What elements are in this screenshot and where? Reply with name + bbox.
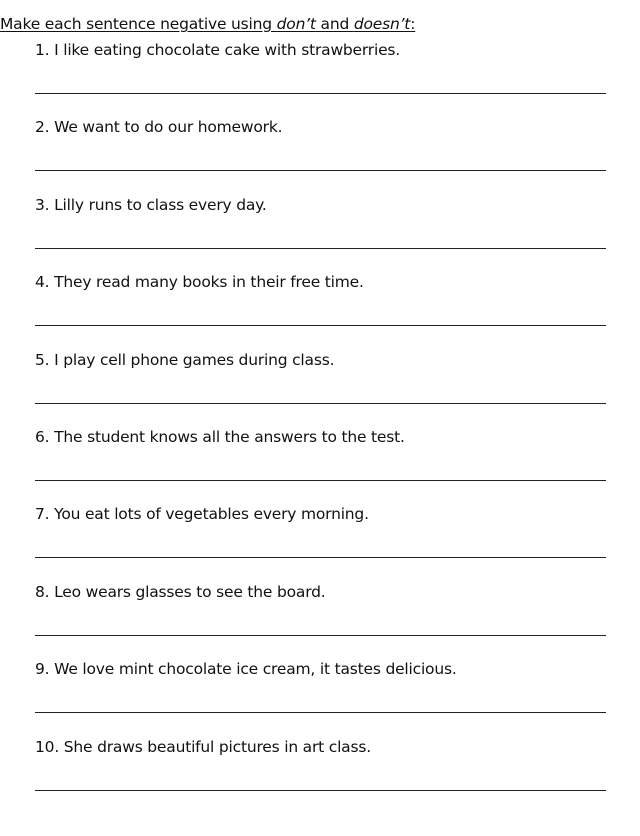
exercise-item <box>35 272 607 349</box>
exercise-item <box>35 427 607 504</box>
exercise-sentence: 6. The student knows all the answers to the test. <box>35 427 405 446</box>
exercise-item <box>35 40 607 117</box>
instructions-conjunction: and <box>315 15 354 33</box>
exercise-sentence: 9. We love mint chocolate ice cream, it tastes delicious. <box>35 660 457 679</box>
instructions-prefix: Make each sentence negative using <box>0 15 277 33</box>
exercise-sentence: 5. I play cell phone games during class. <box>35 350 335 369</box>
answer-line[interactable] <box>35 170 606 171</box>
answer-line[interactable] <box>35 635 606 636</box>
answer-line[interactable] <box>35 712 606 713</box>
answer-line[interactable] <box>35 557 606 558</box>
answer-line[interactable] <box>35 790 606 791</box>
exercise-sentence: 10. She draws beautiful pictures in art class. <box>35 737 371 756</box>
exercise-sentence: 8. Leo wears glasses to see the board. <box>35 582 326 601</box>
exercise-item <box>35 504 607 581</box>
exercise-item <box>35 582 607 659</box>
exercise-item <box>35 195 607 272</box>
exercise-sentence: 4. They read many books in their free time. <box>35 273 364 292</box>
instructions-word-doesnt: doesn’t <box>353 15 411 33</box>
exercise-list <box>35 40 607 814</box>
exercise-sentence: 3. Lilly runs to class every day. <box>35 195 267 214</box>
exercise-sentence: 1. I like eating chocolate cake with strawberries. <box>35 41 401 59</box>
answer-line[interactable] <box>35 93 606 94</box>
exercise-sentence: 7. You eat lots of vegetables every morning. <box>35 505 369 524</box>
answer-line[interactable] <box>35 248 606 249</box>
instructions-suffix: : <box>410 15 416 33</box>
exercise-item <box>35 350 607 427</box>
answer-line[interactable] <box>35 325 606 326</box>
exercise-item <box>35 737 607 814</box>
exercise-sentence: 2. We want to do our homework. <box>35 118 283 137</box>
worksheet-instructions <box>0 14 415 34</box>
answer-line[interactable] <box>35 403 606 404</box>
exercise-item <box>35 117 607 194</box>
exercise-item <box>35 659 607 736</box>
instructions-word-dont: don’t <box>276 15 316 33</box>
answer-line[interactable] <box>35 480 606 481</box>
